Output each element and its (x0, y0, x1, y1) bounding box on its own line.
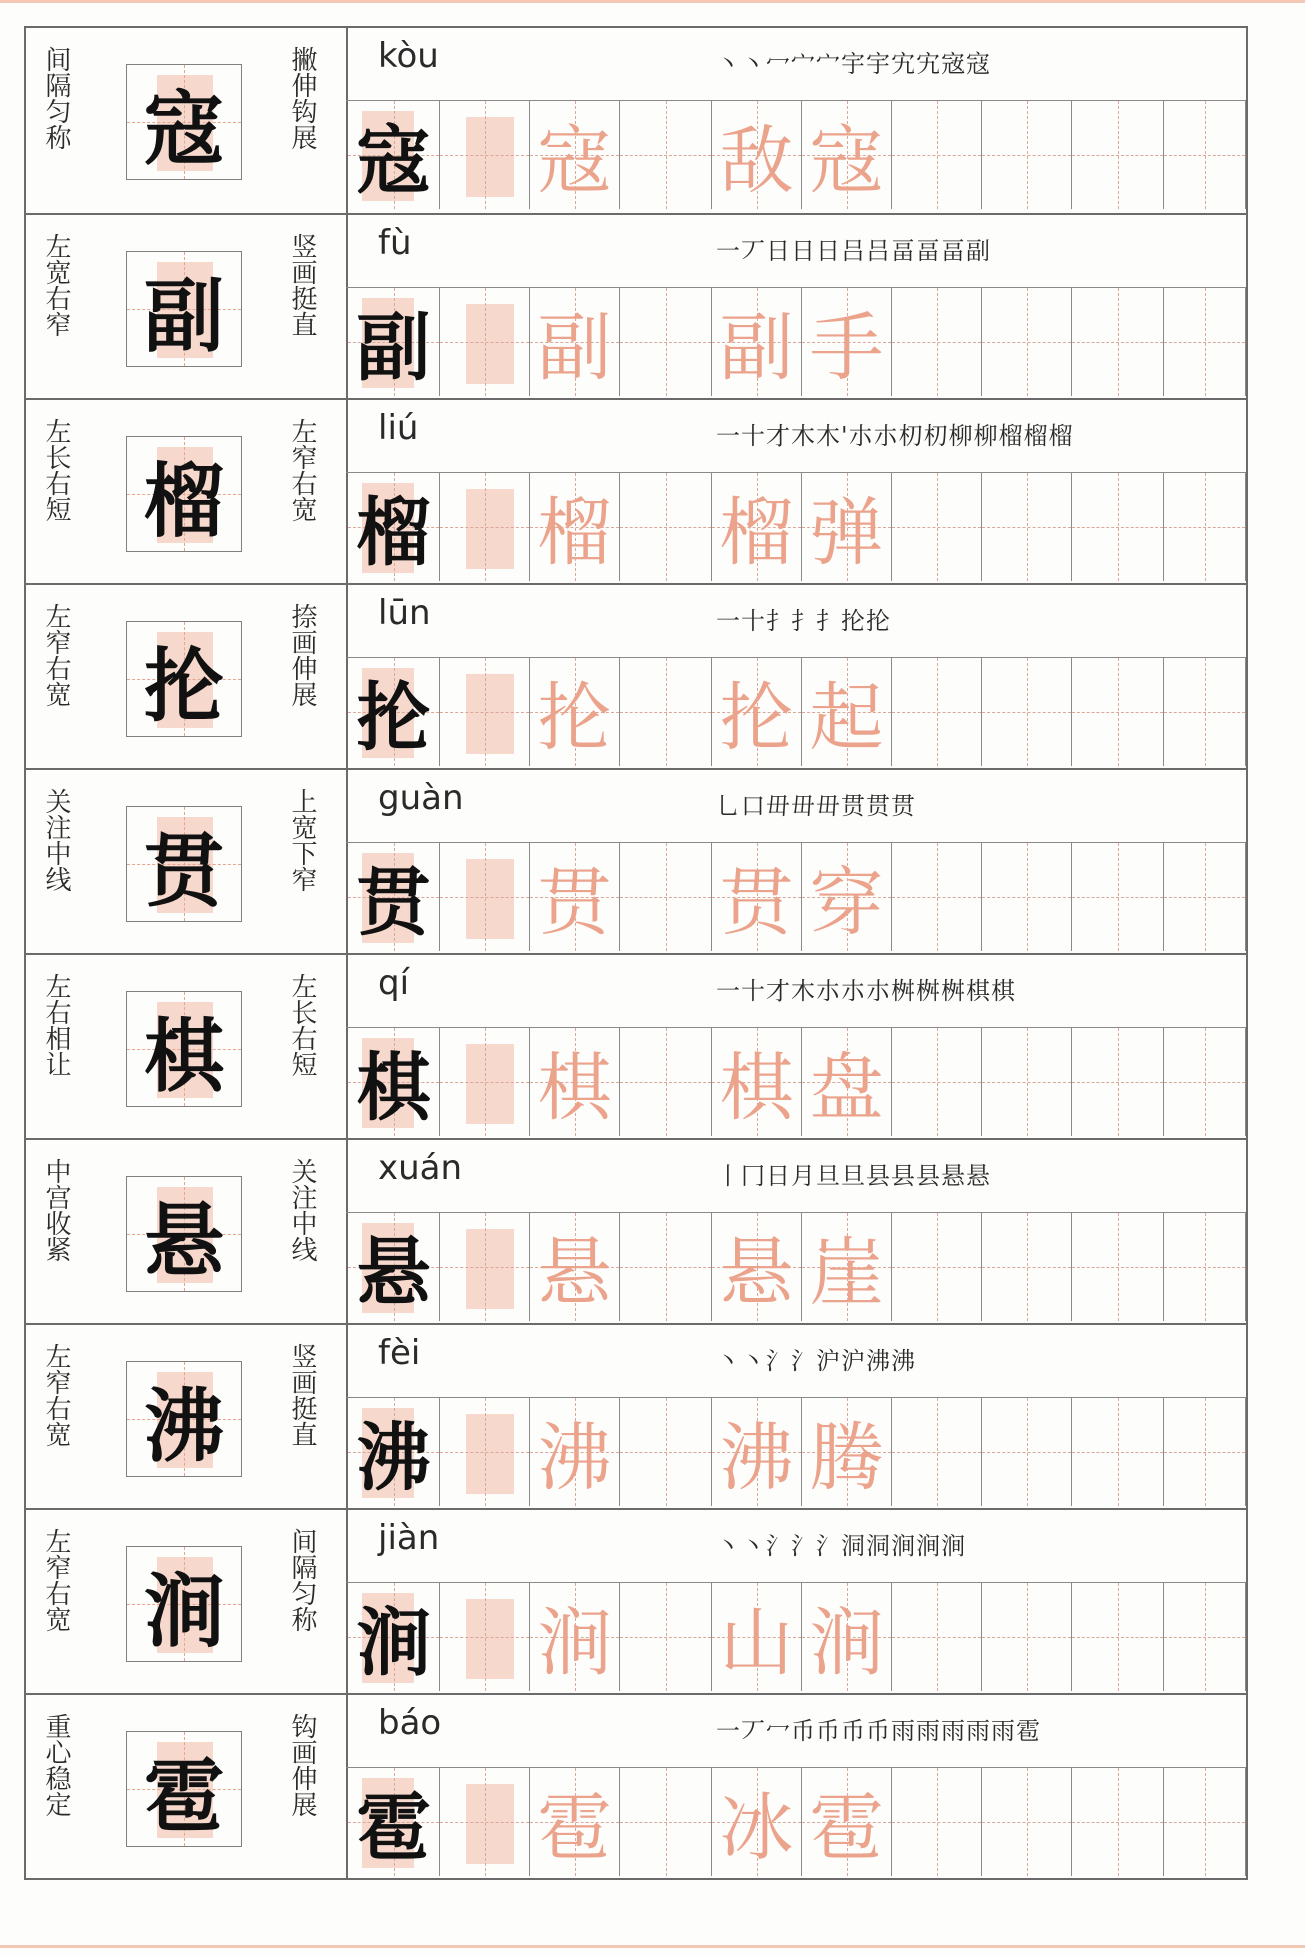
left-writing-tip (36, 1528, 76, 1632)
practice-cell[interactable] (620, 843, 712, 951)
model-character: 棋 (144, 1008, 224, 1103)
practice-grid (348, 288, 1246, 396)
left-writing-tip-text: 左宽右窄 (41, 233, 71, 337)
practice-cell[interactable] (620, 473, 712, 581)
practice-cell[interactable] (1072, 1213, 1164, 1321)
practice-cell[interactable] (530, 473, 620, 581)
practice-cell[interactable] (530, 101, 620, 209)
model-character: 悬 (144, 1193, 224, 1288)
word-character-2: 涧 (809, 1600, 884, 1686)
word-character-1: 敌 (719, 118, 794, 204)
practice-cell[interactable] (982, 473, 1072, 581)
practice-grid (348, 473, 1246, 581)
practice-cell[interactable] (802, 1028, 892, 1136)
word-character-1: 沸 (719, 1415, 794, 1501)
right-writing-tip-text: 钩画伸展 (287, 1713, 317, 1817)
pinyin: báo (378, 1703, 442, 1743)
practice-cell[interactable] (802, 473, 892, 581)
word-character-2: 崖 (809, 1230, 884, 1316)
practice-cell[interactable] (348, 473, 440, 581)
model-character-box (126, 1731, 242, 1847)
left-writing-tip (36, 973, 76, 1077)
copy-character: 涧 (356, 1600, 431, 1686)
practice-cell[interactable] (440, 1028, 530, 1136)
copy-character: 雹 (356, 1785, 431, 1871)
right-writing-tip-text: 竖画挺直 (287, 233, 317, 337)
practice-cell[interactable] (530, 1213, 620, 1321)
word-character-1: 山 (719, 1600, 794, 1686)
practice-cell[interactable] (348, 1768, 440, 1876)
practice-cell[interactable] (620, 1583, 712, 1691)
word-character-2: 穿 (809, 860, 884, 946)
stroke-order: 一丆冖币币币币雨雨雨雨雨雹 (716, 1717, 1041, 1745)
practice-cell[interactable] (1072, 1583, 1164, 1691)
left-writing-tip-text: 左长右短 (41, 418, 71, 522)
model-character-box (126, 1176, 242, 1292)
practice-cell[interactable] (892, 1028, 982, 1136)
trace-character: 榴 (537, 490, 612, 576)
copy-character: 寇 (356, 118, 431, 204)
right-writing-tip-text: 竖画挺直 (287, 1343, 317, 1447)
practice-cell[interactable] (348, 1583, 440, 1691)
pinyin: jiàn (378, 1518, 440, 1558)
practice-cell[interactable] (892, 101, 982, 209)
practice-cell[interactable] (1072, 101, 1164, 209)
practice-cell[interactable] (620, 1028, 712, 1136)
right-writing-tip-text: 左长右短 (287, 973, 317, 1077)
model-character: 寇 (144, 81, 224, 176)
practice-cell[interactable] (1164, 658, 1246, 766)
stroke-order: 乚口毌毌毌贯贯贯 (716, 792, 916, 820)
word-character-2: 手 (809, 305, 884, 391)
practice-cell[interactable] (1164, 473, 1246, 581)
right-writing-tip (282, 973, 322, 1077)
pinyin: qí (378, 963, 410, 1003)
practice-cell[interactable] (892, 843, 982, 951)
stroke-order: 丨冂日月旦旦县县县悬悬 (716, 1162, 991, 1190)
practice-cell[interactable] (440, 473, 530, 581)
trace-character: 悬 (537, 1230, 612, 1316)
left-writing-tip-text: 间隔匀称 (41, 46, 71, 150)
pinyin: xuán (378, 1148, 463, 1188)
pinyin: liú (378, 408, 419, 448)
pinyin: fù (378, 223, 412, 263)
left-writing-tip-text: 关注中线 (41, 788, 71, 892)
practice-cell[interactable] (712, 1213, 802, 1321)
practice-row (24, 1325, 1248, 1510)
pinyin: guàn (378, 778, 464, 818)
practice-cell[interactable] (440, 843, 530, 951)
practice-sheet (24, 26, 1248, 1880)
practice-cell[interactable] (530, 843, 620, 951)
practice-cell[interactable] (1164, 1583, 1246, 1691)
left-writing-tip (36, 1713, 76, 1817)
practice-grid (348, 658, 1246, 766)
practice-cell[interactable] (348, 1398, 440, 1506)
right-writing-tip-text: 捺画伸展 (287, 603, 317, 707)
stroke-order: 丶丶氵氵氵洞洞涧涧涧 (716, 1532, 966, 1560)
practice-cell[interactable] (348, 101, 440, 209)
trace-character: 抡 (537, 675, 612, 761)
model-character: 雹 (144, 1748, 224, 1843)
right-writing-tip (282, 1343, 322, 1447)
copy-character: 副 (356, 305, 431, 391)
word-character-1: 贯 (719, 860, 794, 946)
practice-cell[interactable] (620, 658, 712, 766)
trace-character: 涧 (537, 1600, 612, 1686)
practice-cell[interactable] (802, 1213, 892, 1321)
copy-character: 榴 (356, 490, 431, 576)
left-writing-tip (36, 233, 76, 337)
practice-cell[interactable] (620, 288, 712, 396)
practice-cell[interactable] (802, 101, 892, 209)
practice-cell[interactable] (802, 1583, 892, 1691)
right-writing-tip (282, 46, 322, 150)
practice-grid (348, 1213, 1246, 1321)
bottom-edge (0, 1945, 1305, 1948)
practice-cell[interactable] (1164, 288, 1246, 396)
word-character-2: 起 (809, 675, 884, 761)
left-writing-tip-text: 左窄右宽 (41, 1528, 71, 1632)
practice-row (24, 215, 1248, 400)
practice-row (24, 955, 1248, 1140)
model-character-box (126, 436, 242, 552)
model-character: 抡 (144, 638, 224, 733)
stroke-order: 丶丶氵氵沪沪沸沸 (716, 1347, 916, 1375)
practice-cell[interactable] (440, 288, 530, 396)
practice-grid (348, 1768, 1246, 1876)
right-writing-tip-text: 关注中线 (287, 1158, 317, 1262)
practice-cell[interactable] (530, 288, 620, 396)
word-character-1: 悬 (719, 1230, 794, 1316)
model-character-box (126, 1546, 242, 1662)
practice-cell[interactable] (802, 658, 892, 766)
practice-cell[interactable] (982, 1213, 1072, 1321)
word-character-1: 榴 (719, 490, 794, 576)
practice-cell[interactable] (1072, 658, 1164, 766)
model-character: 贯 (144, 823, 224, 918)
practice-cell[interactable] (712, 288, 802, 396)
left-writing-tip (36, 1343, 76, 1447)
practice-cell[interactable] (530, 658, 620, 766)
word-character-2: 寇 (809, 118, 884, 204)
stroke-order: 一十才木木'朩朩朷朷柳柳榴榴榴 (716, 422, 1074, 450)
practice-cell[interactable] (802, 288, 892, 396)
right-writing-tip (282, 603, 322, 707)
practice-cell[interactable] (440, 1768, 530, 1876)
copy-character: 悬 (356, 1230, 431, 1316)
trace-character: 棋 (537, 1045, 612, 1131)
practice-cell[interactable] (348, 658, 440, 766)
practice-cell[interactable] (712, 1028, 802, 1136)
practice-grid (348, 1028, 1246, 1136)
practice-cell[interactable] (530, 1028, 620, 1136)
top-edge (0, 0, 1305, 3)
practice-grid (348, 1583, 1246, 1691)
practice-cell[interactable] (348, 288, 440, 396)
left-writing-tip (36, 603, 76, 707)
word-character-2: 盘 (809, 1045, 884, 1131)
practice-row (24, 28, 1248, 215)
practice-cell[interactable] (530, 1398, 620, 1506)
stroke-order: 一丆日日日吕吕畐畐畐副 (716, 237, 991, 265)
practice-grid (348, 101, 1246, 209)
practice-cell[interactable] (620, 1213, 712, 1321)
pinyin: lūn (378, 593, 431, 633)
practice-cell[interactable] (1164, 1213, 1246, 1321)
word-character-1: 抡 (719, 675, 794, 761)
right-writing-tip (282, 788, 322, 892)
left-writing-tip (36, 418, 76, 522)
left-writing-tip-text: 左窄右宽 (41, 1343, 71, 1447)
practice-cell[interactable] (982, 288, 1072, 396)
practice-cell[interactable] (1072, 288, 1164, 396)
practice-cell[interactable] (348, 1213, 440, 1321)
left-writing-tip-text: 中宫收紧 (41, 1158, 71, 1262)
right-writing-tip (282, 233, 322, 337)
practice-grid (348, 843, 1246, 951)
left-writing-tip-text: 重心稳定 (41, 1713, 71, 1817)
left-writing-tip-text: 左窄右宽 (41, 603, 71, 707)
stroke-order: 一十才木朩朩朩桝桝桝棋棋 (716, 977, 1016, 1005)
practice-cell[interactable] (892, 658, 982, 766)
trace-character: 寇 (537, 118, 612, 204)
pinyin: kòu (378, 36, 439, 76)
practice-cell[interactable] (620, 101, 712, 209)
trace-character: 副 (537, 305, 612, 391)
trace-character: 贯 (537, 860, 612, 946)
model-character-box (126, 251, 242, 367)
model-character-box (126, 991, 242, 1107)
copy-character: 贯 (356, 860, 431, 946)
trace-character: 雹 (537, 1785, 612, 1871)
model-character: 副 (144, 268, 224, 363)
word-character-1: 棋 (719, 1045, 794, 1131)
practice-cell[interactable] (892, 473, 982, 581)
copy-character: 抡 (356, 675, 431, 761)
practice-cell[interactable] (802, 1768, 892, 1876)
practice-cell[interactable] (892, 1583, 982, 1691)
practice-cell[interactable] (982, 843, 1072, 951)
stroke-order: 丶丶冖宀宀宇宇宄宄宼寇 (716, 50, 991, 78)
practice-cell[interactable] (982, 1768, 1072, 1876)
practice-cell[interactable] (440, 101, 530, 209)
model-character-box (126, 1361, 242, 1477)
practice-cell[interactable] (892, 1398, 982, 1506)
model-character-box (126, 64, 242, 180)
practice-row (24, 1510, 1248, 1695)
word-character-1: 冰 (719, 1785, 794, 1871)
model-character: 榴 (144, 453, 224, 548)
practice-cell[interactable] (712, 473, 802, 581)
practice-row (24, 400, 1248, 585)
practice-cell[interactable] (1072, 1028, 1164, 1136)
practice-cell[interactable] (712, 1583, 802, 1691)
model-character: 涧 (144, 1563, 224, 1658)
word-character-1: 副 (719, 305, 794, 391)
stroke-order: 一十扌扌扌抡抡 (716, 607, 891, 635)
right-writing-tip (282, 1158, 322, 1262)
practice-row (24, 1140, 1248, 1325)
practice-cell[interactable] (982, 658, 1072, 766)
practice-cell[interactable] (712, 658, 802, 766)
right-writing-tip-text: 间隔匀称 (287, 1528, 317, 1632)
practice-cell[interactable] (530, 1768, 620, 1876)
practice-cell[interactable] (982, 1398, 1072, 1506)
word-character-2: 弹 (809, 490, 884, 576)
model-character-box (126, 806, 242, 922)
practice-cell[interactable] (982, 101, 1072, 209)
practice-cell[interactable] (802, 843, 892, 951)
copy-character: 沸 (356, 1415, 431, 1501)
left-writing-tip (36, 788, 76, 892)
right-writing-tip (282, 1528, 322, 1632)
practice-cell[interactable] (982, 1028, 1072, 1136)
right-writing-tip (282, 1713, 322, 1817)
practice-cell[interactable] (1164, 101, 1246, 209)
right-writing-tip-text: 上宽下窄 (287, 788, 317, 892)
practice-cell[interactable] (1164, 1028, 1246, 1136)
right-writing-tip (282, 418, 322, 522)
left-writing-tip (36, 1158, 76, 1262)
practice-cell[interactable] (1164, 843, 1246, 951)
practice-cell[interactable] (440, 658, 530, 766)
practice-cell[interactable] (892, 1768, 982, 1876)
word-character-2: 雹 (809, 1785, 884, 1871)
practice-cell[interactable] (712, 101, 802, 209)
practice-cell[interactable] (712, 843, 802, 951)
practice-cell[interactable] (892, 288, 982, 396)
right-writing-tip-text: 左窄右宽 (287, 418, 317, 522)
practice-cell[interactable] (1072, 843, 1164, 951)
practice-cell[interactable] (440, 1398, 530, 1506)
practice-cell[interactable] (802, 1398, 892, 1506)
trace-character: 沸 (537, 1415, 612, 1501)
word-character-2: 腾 (809, 1415, 884, 1501)
practice-grid (348, 1398, 1246, 1506)
practice-cell[interactable] (620, 1768, 712, 1876)
practice-cell[interactable] (892, 1213, 982, 1321)
practice-cell[interactable] (530, 1583, 620, 1691)
practice-cell[interactable] (1164, 1398, 1246, 1506)
practice-cell[interactable] (712, 1398, 802, 1506)
practice-cell[interactable] (1164, 1768, 1246, 1876)
right-writing-tip-text: 撇伸钩展 (287, 46, 317, 150)
practice-cell[interactable] (1072, 473, 1164, 581)
practice-cell[interactable] (348, 1028, 440, 1136)
model-character: 沸 (144, 1378, 224, 1473)
practice-cell[interactable] (440, 1213, 530, 1321)
left-writing-tip (36, 46, 76, 150)
practice-cell[interactable] (620, 1398, 712, 1506)
practice-cell[interactable] (440, 1583, 530, 1691)
pinyin: fèi (378, 1333, 421, 1373)
practice-cell[interactable] (1072, 1768, 1164, 1876)
copy-character: 棋 (356, 1045, 431, 1131)
practice-cell[interactable] (982, 1583, 1072, 1691)
practice-cell[interactable] (1072, 1398, 1164, 1506)
left-writing-tip-text: 左右相让 (41, 973, 71, 1077)
practice-row (24, 1695, 1248, 1880)
model-character-box (126, 621, 242, 737)
practice-row (24, 770, 1248, 955)
practice-cell[interactable] (348, 843, 440, 951)
practice-row (24, 585, 1248, 770)
practice-cell[interactable] (712, 1768, 802, 1876)
